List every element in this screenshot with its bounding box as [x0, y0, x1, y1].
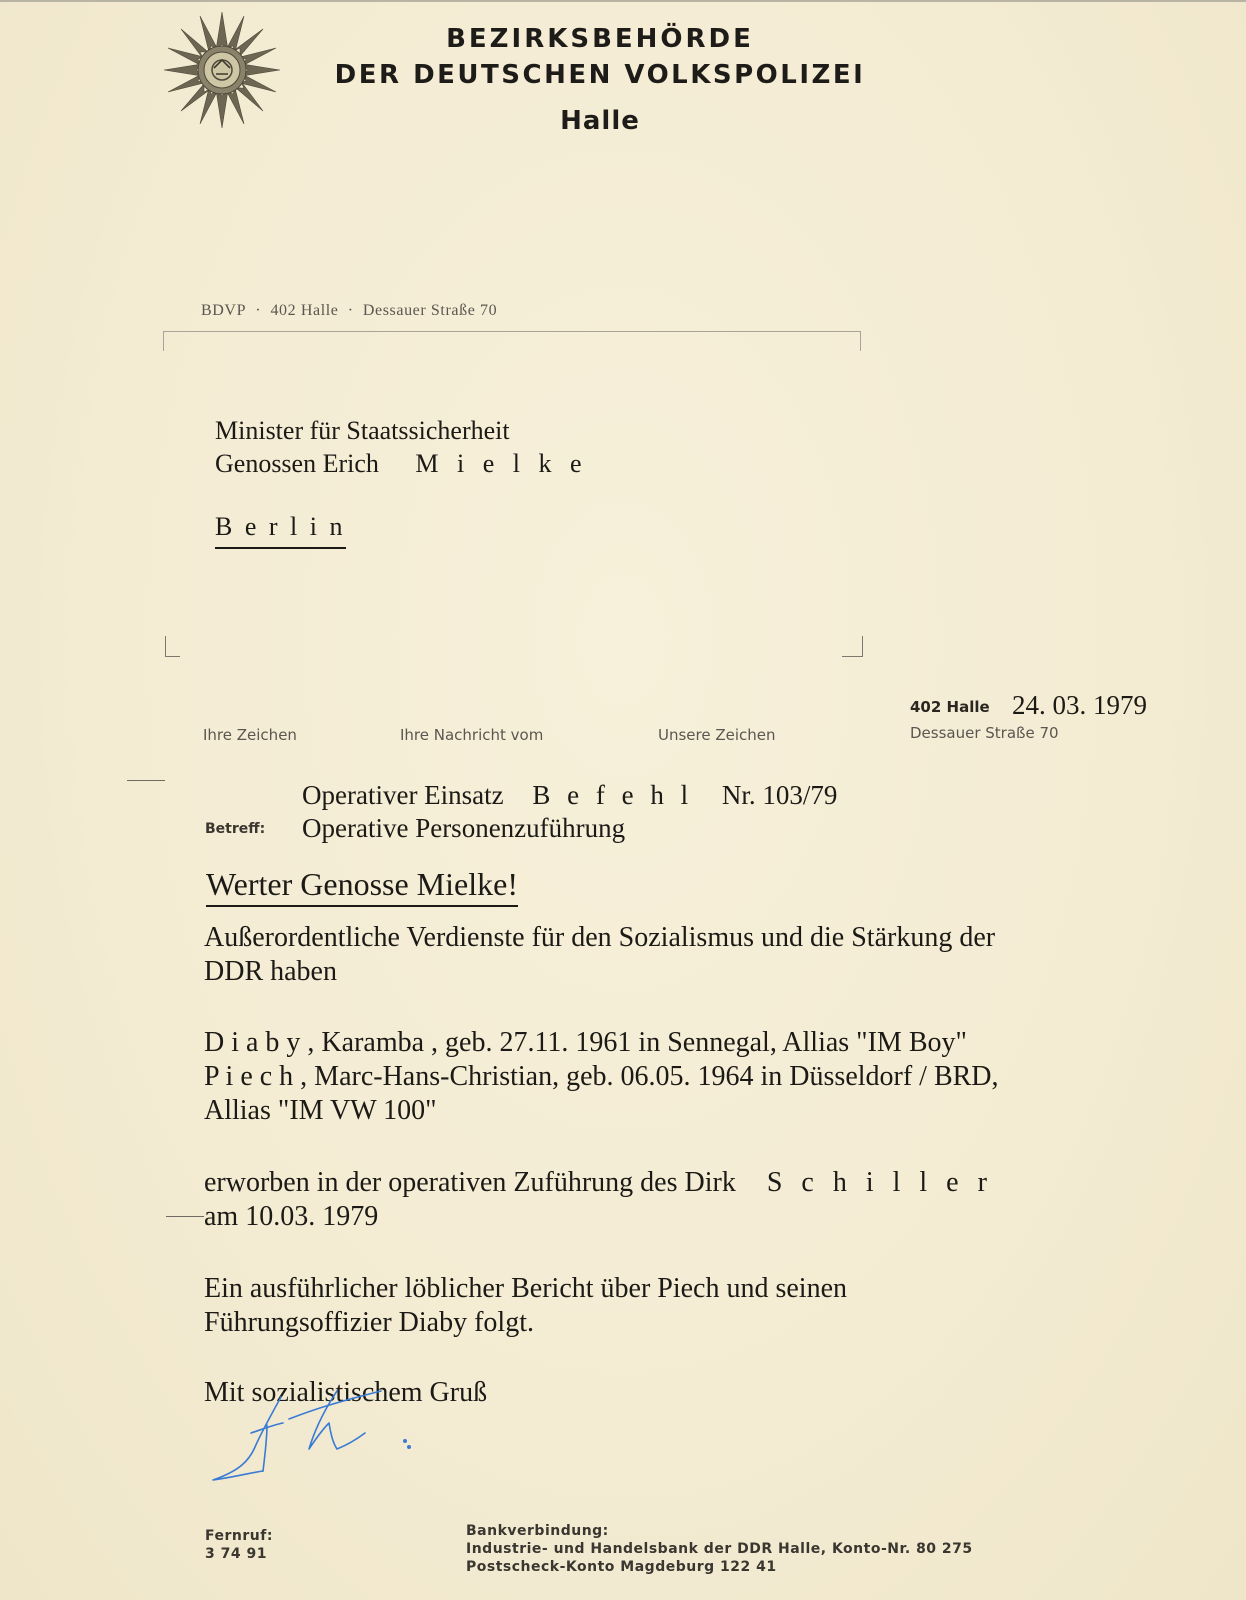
label-unsere-zeichen: Unsere Zeichen [658, 726, 776, 744]
volkspolizei-emblem-icon [162, 10, 282, 130]
address-window-corner-right [842, 636, 863, 657]
handwritten-signature [205, 1385, 435, 1485]
place-city: 402 Halle [910, 698, 990, 716]
footer-phone-label: Fernruf: [205, 1528, 273, 1544]
footer-bank-line-2: Postscheck-Konto Magdeburg 122 41 [466, 1559, 777, 1575]
body-p4-line1: Ein ausführlicher löblicher Bericht über Piech und seinen [204, 1273, 848, 1304]
recipient-city [215, 512, 346, 542]
sender-street: Dessauer Straße 70 [362, 302, 498, 319]
address-window-top-rule [163, 331, 861, 332]
footer-bank-block [466, 1522, 973, 1576]
recipient-line-2 [215, 449, 588, 479]
sender-address-line: BDVP · 402 Halle · Dessauer Straße 70 [201, 302, 498, 319]
body-person-2-line2: Allias "IM VW 100" [204, 1095, 437, 1126]
recipient-line-1: Minister für Staatssicherheit [215, 416, 510, 445]
footer-bank-line-1: Industrie- und Handelsbank der DDR Halle, Konto-Nr. 80 275 [466, 1541, 973, 1557]
letter-date: 24. 03. 1979 [1012, 690, 1147, 720]
fold-mark-upper [127, 780, 165, 781]
salutation: Werter Genosse Mielke! [206, 866, 518, 907]
letterhead-line-2: DER DEUTSCHEN VOLKSPOLIZEI [334, 60, 866, 90]
top-edge-line [0, 0, 1246, 2]
body-p4-line2: Führungsoffizier Diaby folgt. [204, 1307, 534, 1338]
sender-org: BDVP [201, 302, 247, 319]
letterhead-city: Halle [560, 106, 640, 136]
recipient-surname: M i e l k e [415, 449, 588, 478]
address-window-tick-left [163, 331, 164, 351]
sender-postcode-city: 402 Halle [270, 302, 339, 319]
body-p3-line2: am 10.03. 1979 [204, 1201, 379, 1232]
closing: Mit sozialistischem Gruß [204, 1377, 488, 1408]
subject-befehl: B e f e h l [532, 780, 694, 810]
label-ihre-nachricht: Ihre Nachricht vom [400, 726, 544, 744]
subject-line-1 [302, 780, 837, 811]
fold-mark-lower [166, 1216, 204, 1217]
body-p3-text: erworben in der operativen Zuführung des Dirk [204, 1167, 736, 1198]
subject-line-2: Operative Personenzuführung [302, 813, 626, 843]
body-p3-surname: S c h i l l e r [766, 1167, 993, 1198]
letterhead-line-1: BEZIRKSBEHÖRDE [446, 24, 754, 54]
body-p1-line2: DDR haben [204, 956, 337, 987]
address-window-tick-right [860, 331, 861, 351]
place-street: Dessauer Straße 70 [910, 724, 1059, 742]
label-ihre-zeichen: Ihre Zeichen [203, 726, 297, 744]
subject-label: Betreff: [205, 821, 266, 837]
footer-phone-number: 3 74 91 [205, 1546, 267, 1562]
body-p3-line1 [204, 1166, 993, 1200]
body-p1-line1: Außerordentliche Verdienste für den Sozialismus und die Stärkung der [204, 922, 996, 953]
body-person-1: D i a b y , Karamba , geb. 27.11. 1961 in Sennegal, Allias "IM Boy" [204, 1027, 967, 1058]
footer-phone-block [205, 1527, 273, 1563]
subject-op-einsatz: Operativer Einsatz [302, 780, 504, 810]
recipient-city-text: B e r l i n [215, 512, 346, 549]
recipient-greeting-prefix: Genossen Erich [215, 449, 379, 478]
footer-bank-label: Bankverbindung: [466, 1523, 609, 1539]
body-person-2-line1: P i e c h , Marc-Hans-Christian, geb. 06.05. 1964 in Düsseldorf / BRD, [204, 1061, 999, 1092]
address-window-corner-left [165, 636, 180, 657]
subject-number: Nr. 103/79 [721, 780, 838, 810]
